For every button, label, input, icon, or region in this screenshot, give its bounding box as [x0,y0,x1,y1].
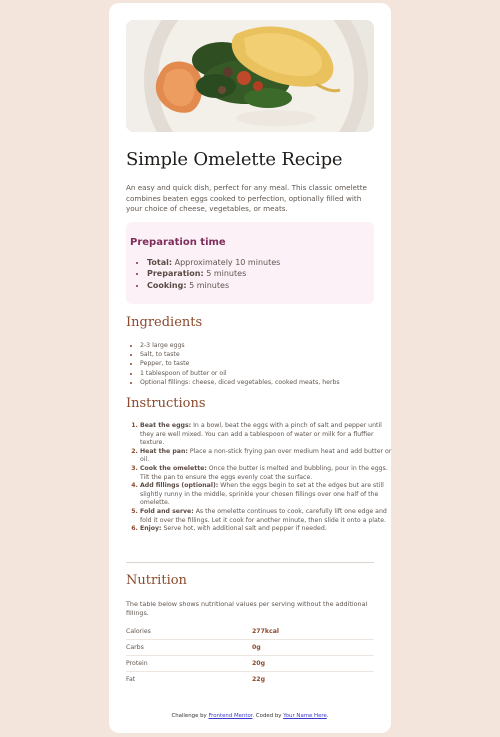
list-item: • Pepper, to taste [140,359,392,368]
list-item [147,280,369,291]
prep-value: 5 minutes [186,280,230,290]
preparation-heading: Preparation time [130,237,226,248]
instructions-list [126,422,392,534]
nutrition-label: Protein [126,656,252,672]
nutrition-label: Calories [126,624,252,640]
step-label: Beat the eggs: [140,422,192,429]
frontend-mentor-link[interactable]: Frontend Mentor [208,713,253,719]
step-text: Place a non-stick frying pan over medium heat and add butter or oil. [140,447,392,464]
list-item: • Salt, to taste [140,350,392,359]
nutrition-label: Fat [126,676,136,683]
step-label: Add fillings (optional): [140,482,219,490]
footer-prefix: Challenge by [171,713,209,719]
prep-label: Cooking: [147,280,187,290]
list-item: • 1 tablespoon of butter or oil [140,369,392,378]
nutrition-heading: Nutrition [126,573,187,588]
nutrition-table [126,624,374,687]
instructions-heading: Instructions [126,396,206,411]
table-row [126,640,374,656]
attribution-footer [109,713,391,719]
omelette-photo [126,20,374,132]
preparation-time-box [126,222,374,304]
nutrition-value: 277kcal [252,624,374,640]
preparation-list [130,257,369,291]
recipe-card [109,3,391,733]
table-row [126,624,374,640]
recipe-intro: An easy and quick dish, perfect for any meal. This classic omelette combines beaten eggs cooked to perfection, optionally filled with your choice of cheese, vegetables, or meats. [126,183,367,213]
prep-value: 5 minutes [203,269,247,279]
ingredients-heading: Ingredients [126,315,203,330]
step-text: As the omelette continues to cook, carefully lift one edge and fold it over the fillings. Let it cook for another minute, then slide it onto a plate. [140,507,387,524]
prep-value: Approximately 10 minutes [172,258,281,267]
nutrition-value: 22g [252,676,266,683]
nutrition-value: 0g [252,640,374,656]
nutrition-label: Carbs [126,640,252,656]
prep-label: Total: [147,258,173,267]
list-item [147,268,369,279]
instruction-step [140,508,392,525]
footer-suffix: . [326,713,329,719]
instruction-step [140,482,392,508]
table-row [126,672,374,688]
prep-label: Preparation: [147,269,204,279]
author-link[interactable]: Your Name Here [283,713,327,719]
table-row [126,656,374,672]
instruction-step [140,525,392,534]
recipe-image [126,20,374,132]
list-item [147,257,369,268]
section-divider [126,562,374,563]
step-label: Cook the omelette: [140,464,207,472]
instruction-step [140,465,392,482]
nutrition-intro: The table below shows nutritional values per serving without the additional fillings. [126,600,368,617]
instruction-step [140,448,392,465]
footer-middle: . Coded by [252,713,284,719]
list-item: • 2-3 large eggs [140,341,392,350]
step-label: Enjoy: [140,525,162,533]
step-text: In a bowl, beat the eggs with a pinch of salt and pepper until they are well mixed. You can add a tablespoon of water or milk for a fluffier texture. [140,422,382,447]
recipe-title: Simple Omelette Recipe [126,149,343,170]
step-text: Once the butter is melted and bubbling, pour in the eggs. Tilt the pan to ensure the eggs evenly coat the surface. [140,464,388,481]
step-text: Serve hot, with additional salt and pepper if needed. [161,525,327,533]
instruction-step [140,422,392,448]
step-text: When the eggs begin to set at the edges but are still slightly runny in the middle, sprinkle your chosen fillings over one half of the omelette. [140,482,384,507]
ingredients-list [126,341,392,387]
step-label: Heat the pan: [140,447,188,455]
step-label: Fold and serve: [140,507,194,515]
list-item: • Optional fillings: cheese, diced vegetables, cooked meats, herbs [140,378,392,387]
nutrition-value: 20g [252,656,374,672]
